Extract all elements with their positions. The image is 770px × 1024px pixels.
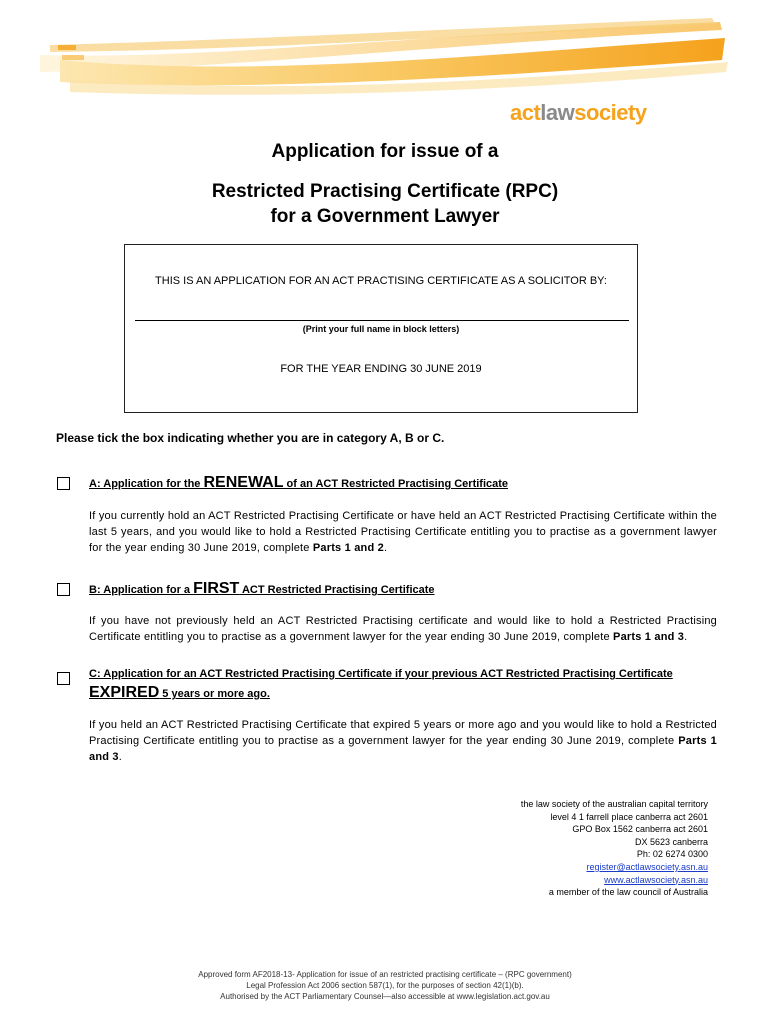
option-c-heading-line2 (89, 684, 270, 702)
option-b-heading (89, 580, 435, 598)
address-phone: Ph: 02 6274 0300 (636, 849, 708, 860)
year-ending-text: FOR THE YEAR ENDING 30 JUNE 2019 (280, 363, 482, 375)
full-name-underline (135, 320, 629, 321)
website-link[interactable]: www.actlawsociety.asn.au (604, 874, 708, 885)
society-address-block (521, 798, 708, 899)
full-name-label: (Print your full name in block letters) (302, 324, 460, 334)
option-b-heading-pre: B: Application for a (89, 584, 194, 596)
actlawsociety-logo (510, 100, 647, 126)
footer-approved-form: Approved form AF2018-13- Application for issue of an restricted practising certificate – (RPC government) (198, 970, 572, 979)
option-c-heading-keyword: EXPIRED (89, 684, 160, 701)
option-b-body: If you have not previously held an ACT Restricted Practising certificate and would like to hold a Restricted Practising Certificate entitling you to practise as a government lawyer for the year ending 30 June 2019, complete (89, 615, 717, 643)
option-b-parts: Parts 1 and 3 (613, 631, 685, 643)
checkbox-category-c[interactable] (57, 672, 70, 685)
full-name-field[interactable] (135, 300, 629, 318)
footer-act-reference: Legal Profession Act 2006 section 587(1), for the purposes of section 42(1)(b). (246, 981, 524, 990)
option-a-heading-keyword: RENEWAL (203, 474, 284, 491)
address-line-3: GPO Box 1562 canberra act 2601 (572, 824, 708, 835)
title-line-2: Restricted Practising Certificate (RPC) (211, 181, 559, 202)
checkbox-category-b[interactable] (57, 583, 70, 596)
option-c-description (89, 717, 717, 765)
logo-law-text: law (540, 100, 575, 125)
email-link[interactable]: register@actlawsociety.asn.au (586, 861, 708, 872)
title-line-1: Application for issue of a (271, 141, 499, 162)
applicant-box (124, 244, 638, 413)
address-line-4: DX 5623 canberra (634, 836, 708, 847)
option-c-heading-line1: C: Application for an ACT Restricted Practising Certificate if your previous ACT Restricted Practising Certificate (89, 668, 673, 680)
category-instruction: Please tick the box indicating whether you are in category A, B or C. (56, 431, 445, 445)
address-line-8: a member of the law council of Australia (548, 887, 708, 898)
logo-act-text: act (510, 100, 541, 125)
logo-society-text: society (574, 100, 647, 125)
header-swoosh-banner (0, 0, 770, 100)
option-a-description (89, 508, 717, 556)
checkbox-category-a[interactable] (57, 477, 70, 490)
option-a-heading-pre: A: Application for the (89, 478, 204, 490)
option-c-body: If you held an ACT Restricted Practising Certificate that expired 5 years or more ago and you would like to hold a Restricted Practising Certificate entitling you to practise as a government lawyer for the year ending 30 June 2019, complete (89, 719, 717, 747)
option-a-body: If you currently hold an ACT Restricted Practising Certificate or have held an ACT Restricted Practising Certificate within the last 5 years, and you would like to hold a Restricted Practising Certificate entitling you to practise as a government lawyer for the year ending 30 June 2019, complete (89, 510, 717, 554)
option-a-parts: Parts 1 and 2 (312, 542, 384, 554)
option-a-heading (89, 474, 508, 492)
applicant-box-heading: THIS IS AN APPLICATION FOR AN ACT PRACTISING CERTIFICATE AS A SOLICITOR BY: (155, 275, 607, 287)
option-c-parts: Parts 1 and 3 (89, 735, 717, 763)
option-a-end: . (383, 542, 388, 554)
address-line-2: level 4 1 farrell place canberra act 2601 (550, 811, 708, 822)
option-b-description (89, 613, 717, 645)
option-b-heading-keyword: FIRST (193, 580, 240, 597)
option-a-heading-post: of an ACT Restricted Practising Certificate (283, 478, 509, 490)
option-c-heading-post: 5 years or more ago. (159, 688, 270, 700)
option-c-end: . (118, 751, 122, 763)
title-line-3: for a Government Lawyer (270, 206, 500, 227)
footer-authorised: Authorised by the ACT Parliamentary Counsel—also accessible at www.legislation.act.gov.au (220, 992, 550, 1001)
address-line-1: the law society of the australian capital territory (520, 799, 708, 809)
option-b-heading-post: ACT Restricted Practising Certificate (239, 584, 435, 596)
option-b-end: . (684, 631, 688, 643)
